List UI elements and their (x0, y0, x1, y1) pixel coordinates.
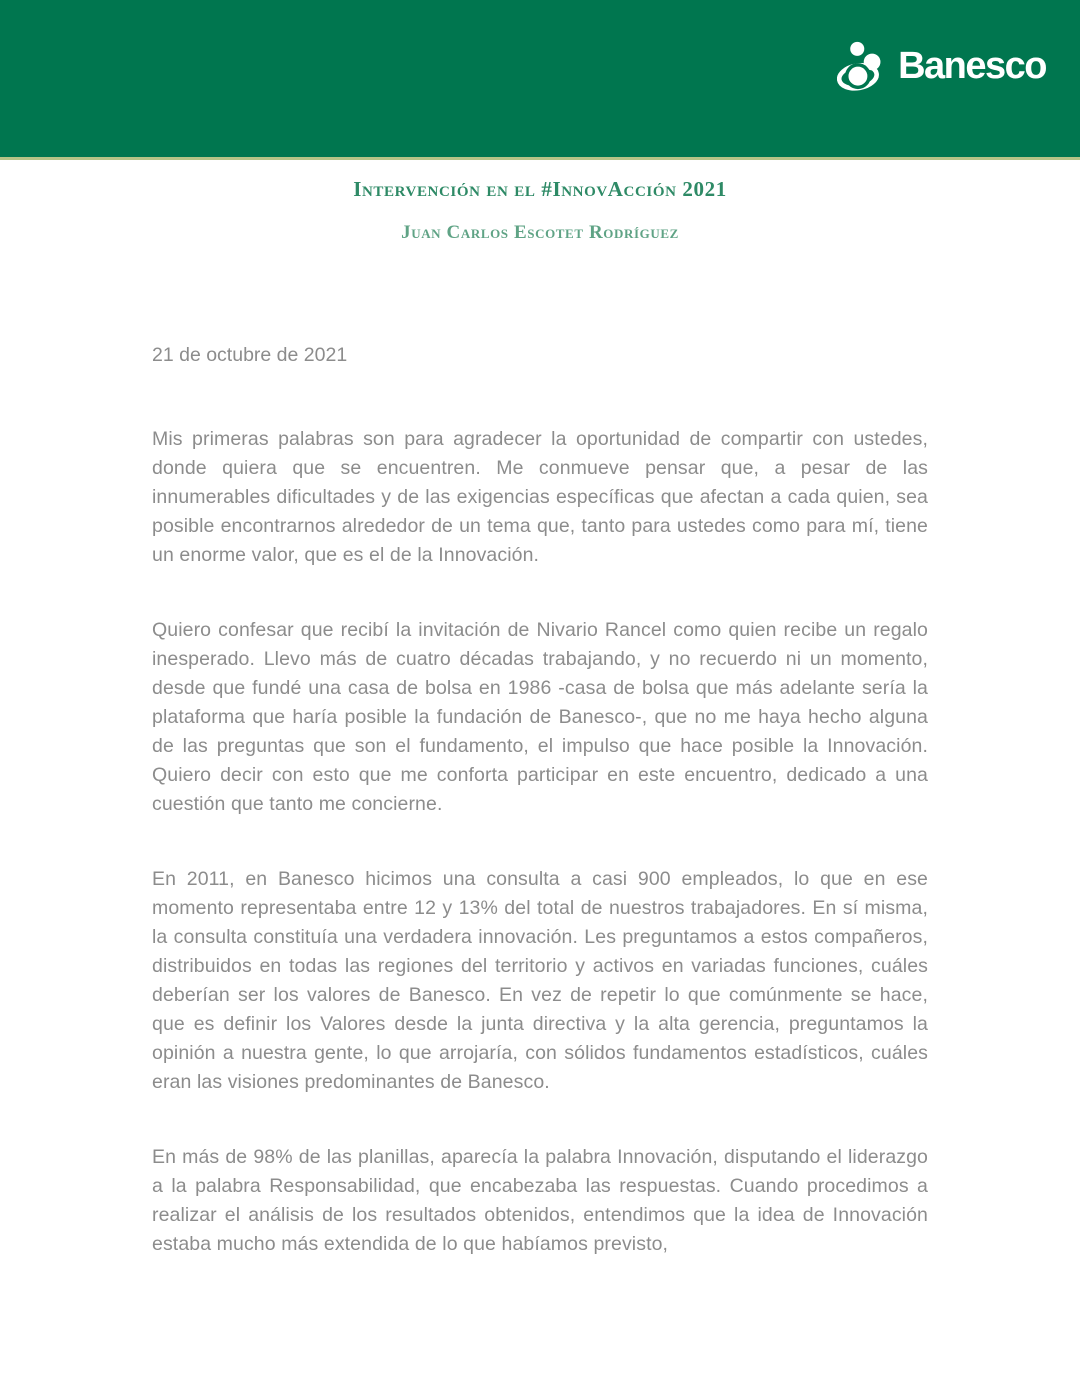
paragraph-1: Mis primeras palabras son para agradecer la oportunidad de compartir con ustedes, donde quiera que se encuentren. Me conmueve pensar que, a pesar de las innumerables dificultades y de las exigencias específicas que afectan a cada quien, sea posible encontrarnos alrededor de un tema que, tanto para ustedes como para mí, tiene un enorme valor, que es el de la Innovación. (152, 428, 928, 566)
header-banner (0, 0, 1080, 160)
document-paragraphs (152, 425, 928, 1259)
document-date: 21 de octubre de 2021 (152, 344, 348, 366)
document-page (0, 177, 1080, 1259)
banesco-wordmark: Banesco (898, 45, 1046, 87)
paragraph-2: Quiero confesar que recibí la invitación de Nivario Rancel como quien recibe un regalo inesperado. Llevo más de cuatro décadas trabajando, y no recuerdo ni un momento, desde que fundé una casa de bolsa en 1986 -casa de bolsa que más adelante sería la plataforma que haría posible la fundación de Banesco-, que no me haya hecho alguna de las preguntas que son el fundamento, el impulso que hace posible la Innovación. Quiero decir con esto que me conforta participar en este encuentro, dedicado a una cuestión que tanto me concierne. (152, 619, 928, 815)
banesco-logo (837, 40, 1046, 92)
document-title: Intervención en el #InnovAcción 2021 (353, 177, 727, 201)
paragraph-4: En más de 98% de las planillas, aparecía la palabra Innovación, disputando el liderazgo a la palabra Responsabilidad, que encabezaba las respuestas. Cuando procedimos a realizar el análisis de los resultados obtenidos, entendimos que la idea de Innovación estaba mucho más extendida de lo que habíamos previsto, (152, 1146, 928, 1255)
banesco-icon (837, 40, 891, 92)
document-author: Juan Carlos Escotet Rodríguez (401, 222, 679, 243)
paragraph-3: En 2011, en Banesco hicimos una consulta a casi 900 empleados, lo que en ese momento representaba entre 12 y 13% del total de nuestros trabajadores. En sí misma, la consulta constituía una verdadera innovación. Les preguntamos a estos compañeros, distribuidos en todas las regiones del territorio y activos en variadas funciones, cuáles deberían ser los valores de Banesco. En vez de repetir lo que comúnmente se hace, que es definir los Valores desde la junta directiva y la alta gerencia, preguntamos la opinión a nuestra gente, lo que arrojaría, con sólidos fundamentos estadísticos, cuáles eran las visiones predominantes de Banesco. (152, 868, 928, 1093)
